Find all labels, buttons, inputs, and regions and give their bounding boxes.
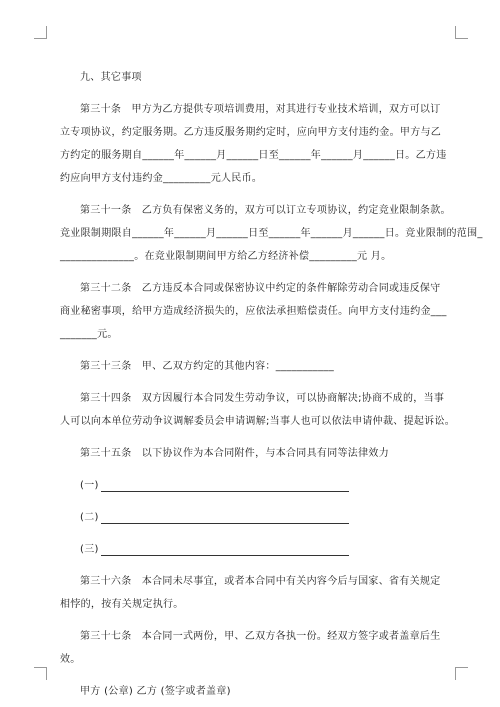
attachment-2-blank [101,509,349,524]
article-33-line-1: 第三十三条 甲、乙双方约定的其他内容：___________ [80,361,334,372]
article-33 [60,355,445,378]
article-34-line-2: 人可以向本单位劳动争议调解委员会申请调解;当事人也可以依法申请仲裁、提起诉讼。 [60,416,456,427]
document-body [60,66,483,703]
article-32 [60,277,445,346]
article-31 [60,199,483,268]
article-30-line-1: 第三十条 甲方为乙方提供专项培训费用，对其进行专业技术培训，双方可以订 [80,104,441,115]
article-31-line-2: 竞业限制期限自______年______月______日至______年______月______日。竞业限制的范围_ [60,228,483,239]
article-30-line-4: 约应向甲方支付违约金_________元人民币。 [60,173,263,184]
crop-mark-bottom-right [455,667,468,680]
crop-mark-bottom-left [34,667,47,680]
article-34 [60,387,456,433]
article-37-line-1: 第三十七条 本合同一式两份，甲、乙双方各执一份。经双方签字或者盖章后生 [80,631,441,642]
crop-mark-top-right [455,26,468,39]
article-37-line-2: 效。 [60,654,81,665]
article-31-line-3: ______________。在竞业限制期间甲方给乙方经济补偿_________元 月。 [60,251,392,262]
article-32-line-3: _______元。 [60,329,118,340]
attachment-3-label: (三) [80,544,99,555]
attachment-1-blank [101,477,349,492]
section-title: 九、其它事项 [80,72,142,83]
article-36-line-2: 相悖的，按有关规定执行。 [60,599,184,610]
article-35-line-1: 第三十五条 以下协议作为本合同附件，与本合同具有同等法律效力 [80,448,389,459]
article-30-line-2: 立专项协议，约定服务期。乙方违反服务期约定时，应向甲方支付违约金。甲方与乙 [60,127,442,138]
article-36 [60,570,445,616]
signature-line: 甲方 (公章) 乙方 (签字或者盖章) [80,686,231,697]
attachment-1-label: (一) [80,480,99,491]
attachment-1 [60,474,445,497]
article-36-line-1: 第三十六条 本合同未尽事宜，或者本合同中有关内容今后与国家、省有关规定 [80,576,441,587]
attachment-3-blank [101,541,349,556]
article-34-line-1: 第三十四条 双方因履行本合同发生劳动争议，可以协商解决;协商不成的，当事 [80,393,445,404]
attachment-2 [60,506,445,529]
article-30-line-3: 方约定的服务期自______年______月______日至______年______月______日。乙方违 [60,150,447,161]
article-37 [60,625,445,671]
article-35 [60,442,445,561]
article-31-line-1: 第三十一条 乙方负有保密义务的，双方可以订立专项协议，约定竞业限制条款。 [80,205,451,216]
attachment-3 [60,538,445,561]
article-30 [60,98,445,190]
article-32-line-2: 商业秘密事项，给甲方造成经济损失的，应依法承担赔偿责任。向甲方支付违约金___ [60,306,447,317]
crop-mark-top-left [34,26,47,39]
attachment-2-label: (二) [80,512,99,523]
article-32-line-1: 第三十二条 乙方违反本合同或保密协议中约定的条件解除劳动合同或违反保守 [80,283,441,294]
